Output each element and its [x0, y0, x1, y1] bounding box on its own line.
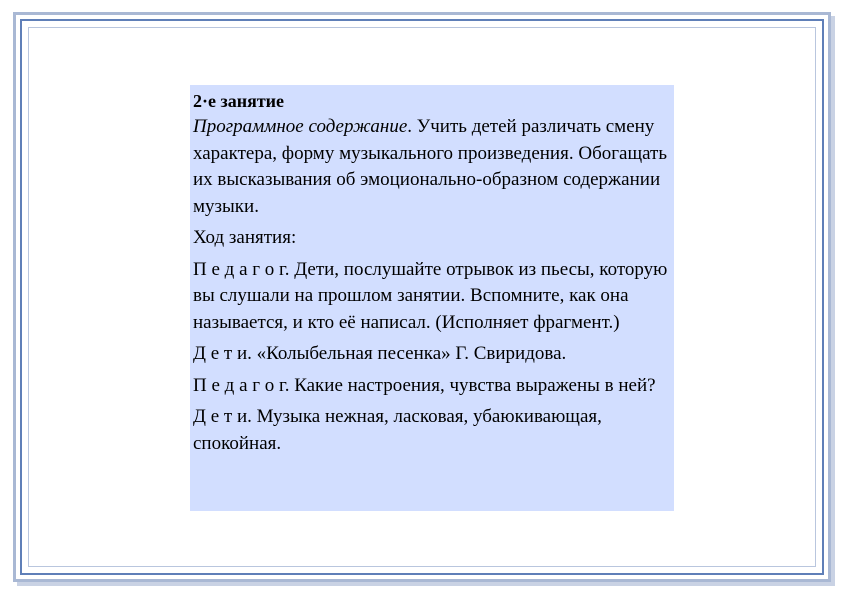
course-label: Ход занятия:: [193, 227, 297, 248]
speech-text: Дети, послушайте отрывок из пьесы, которую вы слушали на прошлом занятии. Вспомните, как она называется, и кто её написал. (Исполняет фрагмент.): [193, 258, 668, 333]
program-text: . Учить детей различать смену характера, форму музыкального произведения. Обогащать их высказывания об эмоционально-образном содержании музыки.: [193, 116, 667, 217]
dialogue-line: [193, 341, 672, 368]
frame-shadow-bottom: [17, 582, 835, 586]
lesson-heading: 2·е занятие: [193, 91, 285, 111]
speech-text: Какие настроения, чувства выражены в ней?: [289, 374, 656, 396]
frame-shadow-right: [831, 16, 835, 586]
speaker-name: Д е т и.: [193, 343, 252, 364]
speech-text: Музыка нежная, ласковая, убаюкивающая, спокойная.: [193, 406, 602, 454]
dialogue-line: [193, 257, 672, 337]
speaker-name: Д е т и.: [193, 406, 252, 427]
dialogue-line: [193, 404, 672, 457]
speaker-name: П е д а г о г.: [193, 258, 290, 280]
speech-text: «Колыбельная песенка» Г. Свиридова.: [251, 343, 567, 364]
dialogue-line: [193, 373, 672, 400]
program-content-paragraph: [193, 114, 672, 220]
lesson-text-box: [190, 85, 674, 511]
program-label: Программное содержание: [193, 116, 408, 137]
speaker-name: П е д а г о г.: [193, 374, 290, 396]
